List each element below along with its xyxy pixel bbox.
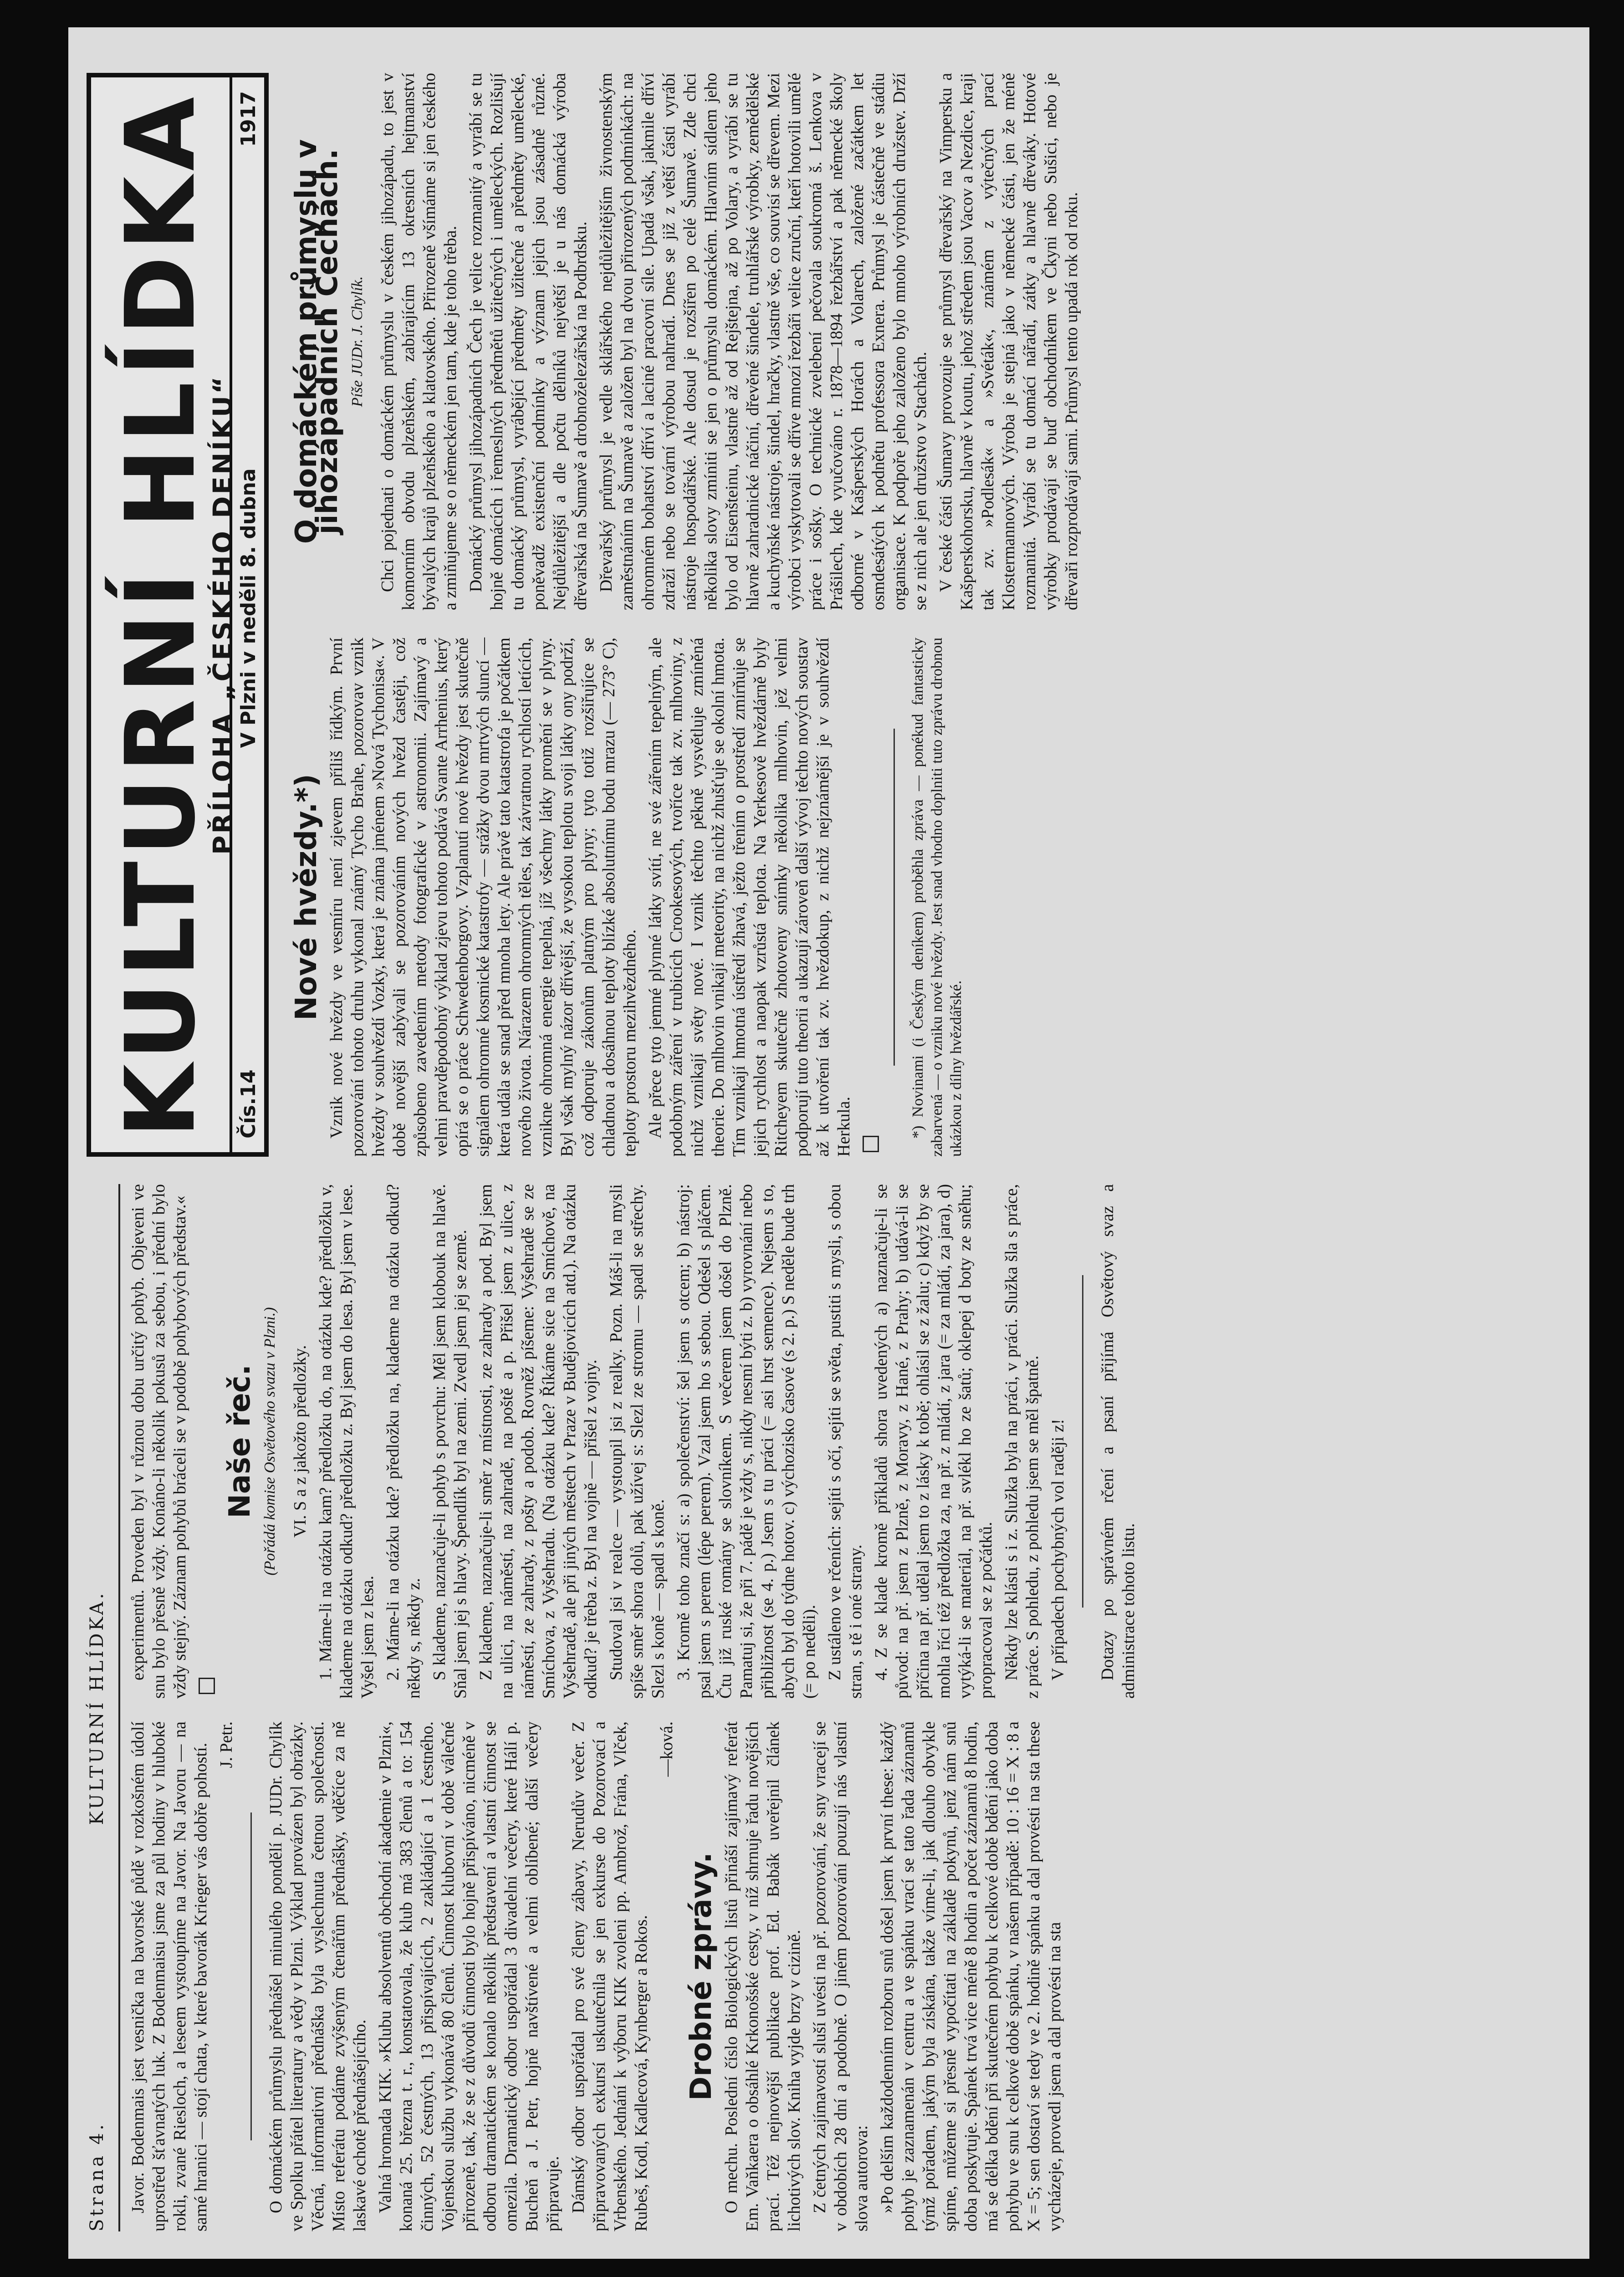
nase-rec-p10: V případech pochybných vol raději z!	[1048, 1419, 1067, 1680]
domacky-prumysl-byline: Píše JUDr. J. Chylík.	[349, 276, 366, 407]
nase-rec-title: Naše řeč.	[223, 1364, 257, 1518]
javor-signature: J. Petr.	[217, 1721, 236, 1768]
news-signature: —ková.	[657, 1721, 676, 1777]
nase-rec-p4: Z klademe, naznačuje-li směr z místnosti, ze zahrady a pod. Byl jsem na ulici, na náměstí, na zahradě, na poště a p. Přišel jsem z ulice, z náměstí, ze zahrady, z pošty a podob. Rovněž píšeme: Vyšehradě se ze Smíchova, z Vyšehradu. (Na otázku kde? Říkáme sice na Smíchově, na Vyšehradě, ale při jiných městech v Praze v Budějovicích atd.). Na otázku odkud? je třeba z. Byl na vojně — přišel z vojny.	[476, 1184, 600, 1699]
divider	[894, 729, 895, 1066]
column-3	[282, 638, 970, 1157]
domacky-prumysl-p2: Domácký průmysl jihozápadních Čech je velice rozmanitý a vyrábí se tu hojně domácích i řemeslných předmětů užitečných i uměleckých. Rozlišují tu domácký průmysl, vyrábějící předměty užitečné a předměty umělecké, poněvadž existenční podmínky a význam jejich jsou zásadně různé. Nejdůležitější a dle počtu dělníků největší je u nás domácká výroba dřevařská na Šumavě a drobnoželezářská na Podbrdsku.	[466, 73, 590, 610]
end-mark-icon	[863, 1136, 879, 1152]
divider	[250, 1812, 252, 2140]
nase-rec-p8: 4. Z se klade kromě příkladů shora uvedených a) naznačuje-li se původ: na př. jsem z Plzně, z Moravy, z Hané, z Prahy; b) udává-li se příčina na př. udělal jsem to z lásky k tobě; ohlásil se z žalu; c) když by se mohla říci též předložka za, na př. z mládí, z jara (= za mládí, za jara), d) vytýká-li se materiál, na př. svlékl ho ze šatů; oklepej d boty ze sněhu; propracoval se z počátků.	[872, 1184, 996, 1699]
nove-hvezdy-footnote: *) Novinami (i Českým deníkem) proběhla zpráva — ponékud fantasticky zabarvená — o vzniku nové hvězdy. Jest snad vhodno doplniti tuto zprávu drobnou ukázkou z dílny hvězdářské.	[909, 638, 965, 1157]
nove-hvezdy-title: Nové hvězdy.*)	[290, 774, 323, 1021]
masthead-bar	[230, 77, 264, 1152]
nase-rec-p5: Studoval jsi v realce — vystoupil jsi z realky. Pozn. Máš-li na mysli spíše směr shora dolů, pak užívej s: Slezl ze stromu — spadl se střechy. Slezl s koně — spadl s koně.	[607, 1184, 668, 1699]
masthead	[87, 73, 269, 1157]
column-1	[128, 1721, 1070, 2231]
domacky-prumysl-p1: Chci pojednati o domáckém průmyslu v českém jihozápadu, to jest v komorním obvodu plzeňském, zabírajícím 13 okresních hejtmanství bývalých krajů plzeňského a klatovského. Přirozeně všímáme si jen českého a zmiňujeme se o německém jen tam, kde je toho třeba.	[378, 73, 460, 610]
running-title: KULTURNÍ HLÍDKA.	[87, 1590, 107, 1825]
nase-rec-p7: Z ustáleno ve rčeních: sejíti s očí, sejíti se světa, pustiti s mysli, s obou stran, s tě i oné strany.	[825, 1184, 865, 1699]
masthead-subtitle: PŘÍLOHA „ČESKÉHO DENÍKU“	[207, 374, 238, 855]
nove-hvezdy-p1: Vznik nové hvězdy ve vesmíru není zjevem příliš řídkým. První pozorování tohoto druhu vykonal známý Tycho Brahe, pozorovav vznik hvězdy v souhvězdí Vozky, která je známa jménem »Nová Tychonisa«. V době novější zabývali se pozorováním nových hvězd častěji, což způsobeno zavedením metody fotografické v astronomii. Zajímavý a velmi pravděpodobný výklad zjevu tohoto podává Svante Arrhenius, který opírá se o práce Schwedenborgovy. Vzplanutí nové hvězdy jest skutečně signálem ohromné kosmické katastrofy — srážky dvou mrtvých sluncí — která udála se snad před mnoha lety. Ale právě tato katastrofa je počátkem nového života. Nárazem ohromných těles, tak závratnou rychlostí letících, vznikne ohromná energie tepelná, jíž všechny látky promění se v plyny. Byl však mylný názor dřívější, že vysokou teplotu svoji látky ony podrží, což odporuje zákonům platným pro plyny; tyto totiž rozšiřujíce se chladnou a dosáhnou teploty blízké absolutnímu bodu mrazu (— 273° C), teploty prostoru mezihvězdného.	[327, 638, 639, 1157]
news-domacky-prumysl: O domáckém průmyslu přednášel minulého pondělí p. JUDr. Chylík ve Spolku přátel literatury a vědy v Plzni. Výklad provázen byl obrázky. Věcná, informativní přednáška byla vyslechnuta četnou společností. Místo referátu podáme zvýšeným čtenářům přednášky, vděčíce za ně laskavé ochotě přednášejícího.	[266, 1721, 369, 2231]
running-head	[87, 1184, 120, 2231]
end-mark-icon	[199, 1678, 215, 1694]
domacky-prumysl-p3: Dřevařský průmysl je vedle sklářského nejdůležitějším živnostenským zaměstnáním na Šumavě a založen byl na dvou přirozených podmínkách: na ohromném bohatství dříví a laciné pracovní síle. Upadá však, jakmile dříví zdraží nebo se tovární výrobou nahradí. Dnes se již z větší části vyrábí nástroje hospodářské. Ale dosud je rozšířen po celé Šumavě. Zde chci několika slovy zmíniti se jen o průmyslu domáckém. Hlavním sídlem jeho bylo od Eisenšteinu, vlastně až od Rejštejna, až po Volary, a vyrábí se tu hlavně zahradnické náčiní, dřevěné šindele, truhlářské výrobky, zemědělské a kuchyňské nástroje, šindel, hračky, vlastně vše, co souvisí se dřevem. Mezi výrobci vyskytovali se dříve mnozí řezbáři velice zruční, kteří hotovili umělé práce i sošky. O technické zvelebení pečovala soukromá š. Lenkova v Prášilech, kde vyučováno r. 1878—1894 řezbářství a pak německé školy odborné v Kašperských Horách a Volarech, založené začátkem let osmdesátých k podnětu professora Exnera. Průmysl je částečně ve stádiu organisace. K podpoře jeho založeno bylo mnoho výrobních družstev. Drží se z nich ale jen družstvo v Stachách.	[597, 73, 930, 610]
javor-paragraph: Javor. Bodenmais jest vesnička na bavorské půdě v rozkošném údolí uprostřed šťavnatých luk. Z Bodenmaisu jsme za půl hodiny v hluboké rokli, zvané Riesloch, a leseem vystoupíme na Javor. Na Javoru — na samé hranici — stojí chata, v které bavorák Krieger vás dobře pohostí.	[128, 1721, 210, 2231]
rotated-page	[68, 27, 1589, 2259]
column-4	[282, 73, 1087, 610]
drobne-zpravy-title: Drobné zprávy.	[684, 1852, 718, 2101]
nase-rec-footer: Dotazy po správném rčení a psaní přijímá Osvětový svaz a administrace tohoto listu.	[1098, 1184, 1138, 1699]
column-2	[128, 1184, 1144, 1699]
domacky-prumysl-p4: V české části Šumavy provozuje se průmysl dřevařský na Vimpersku a Kašperskohorsku, hlavně v koutu, jehož středem jsou Vacov a Nezdice, kraji tak zv. »Podlesák« a »Svéták«, známém z výtečných prací Klostermannových. Výroba je stejná jako v německé části, jen že méně rozmanitá. Vyrábí se tu domácí nářadí, zátky a hlavně dřeváky. Hotové výrobky prodávají se buď obchodníkem ve Čkyni nebo Sušici, nebo je dřevaři rozprodávají sami. Průmysl tento upadá rok od roku.	[936, 73, 1081, 610]
news-damsky-odbor: Dámský odbor uspořádal pro své členy zábavy, Nerudův večer. Z připravovaných exkursí uskutečnila se jen exkurse do Pozorovací a Vrbenského. Jednání k výboru KIK zvoleni pp. Ambrož, Frána, Vlček, Rubeš, Kodl, Kadlecová, Kynberger a Rokos.	[569, 1721, 651, 2231]
nase-rec-p9: Někdy lze klásti s i z. Služka byla na práci, v práci. Služka šla s práce, z práce. S pohledu, z pohledu jsem se měl špatně.	[1002, 1184, 1042, 1699]
nase-rec-p2: 2. Máme-li na otázku kde? předložku na, klademe na otázku odkud? někdy s, někdy z.	[383, 1184, 424, 1699]
issue-date: V Plzni v neděli 8. dubna	[236, 468, 260, 748]
drobne-paragraph-1: O mechu. Poslední číslo Biologických listů přináší zajímavý referát Em. Vaňkaera o obsáhlé Krkonošské cesty, v níž shrnuje řadu novějších prací. Též nejnovější publikace prof. Ed. Babák uveřejnil článek lichotivých slov. Kniha vyjde brzy v cizině.	[722, 1721, 804, 2231]
newspaper-sheet	[68, 27, 1589, 2259]
nase-rec-p6: 3. Kromě toho značí s: a) společenství: šel jsem s otcem; b) nástroj: psal jsem s perem (lépe perem). Vzal jsem ho s sebou. Odešel s pláčem. Čtu již ruské romány se slovníkem. S večerem jsem došel do Plzně. Pamatuj si, že při 7. pádě je vždy s, nikdy nesmí býti z. b) vyrovnání nebo přibližnost (se 4. p.) Jsem s tu práci (= asi hrst semence). Nejsem s to, abych byl do týdne hotov. c) výchozisko časové (s 2. p.) S neděle bude trh (= po neděli).	[674, 1184, 819, 1699]
domacky-prumysl-title: O domáckém průmyslu v jihozápadních Čechách.	[290, 139, 344, 544]
masthead-title: KULTURNÍ HLÍDKA	[105, 91, 216, 1138]
issue-year: 1917	[236, 91, 260, 147]
divider	[1082, 1275, 1083, 1608]
nase-rec-p1: 1. Máme-li na otázku kam? předložku do, na otázku kde? předložku v, klademe na otázku odkud? předložku z. Byl jsem do lesa. Byl jsem v lese. Vyšel jsem z lesa.	[316, 1184, 377, 1699]
nase-rec-heading: VI. S a z jakožto předložky.	[291, 1345, 310, 1538]
drobne-paragraph-2: Z četných zajímavostí sluší uvésti na př. pozorování, že sny vracejí se v obdobích 28 dní a podobně. O jiném pozorování pouzují nás vlastní slova autorova:	[810, 1721, 871, 2231]
nase-rec-subtitle: (Pořádá komise Osvětového svazu v Plzni.)	[261, 1307, 278, 1576]
experiment-paragraph: experimentů. Proveden byl v různou dobu určitý pohyb. Objeveni ve snu bylo přesně vždy. Konáno-li několik pokusů za sebou, i přední bylo vždy stejný. Záznam pohybů bráceli se v podobě pohybových představ.«	[128, 1184, 189, 1699]
drobne-paragraph-3: »Po delším každodenním rozboru snů došel jsem k první these: každý pohyb je zaznamenán v centru a ve spánku vrací se tato řada záznamů týmž pořadem, jakým byla získána, takže víme-li, jak dlouho obvykle spíme, můžeme si přesně vypočítati na základě pokynů, jenž nám snů doba poskytuje. Spánek trvá vice méně 8 hodin a počet záznamů 8 hodin, má se délka bdění při skutečném pohybu k celkové době bdění jako doba pohybu ve snu k celkové době spánku, v našem případě: 10 : 16 = X : 8 a X = 5; sen dostaví se tedy ve 2. hodině spánku a dal provésti na sta these vycházeje, provedl jsem a dal provésti na sta	[878, 1721, 1064, 2231]
issue-number: Čís.14	[236, 1069, 260, 1138]
page-number: Strana 4.	[87, 2122, 107, 2231]
nase-rec-p3: S klademe, naznačuje-li pohyb s povrchu: Měl jsem klobouk na hlavě. Sňal jsem jej s hlavy. Špendlík byl na zemi. Zvedl jsem jej se země.	[430, 1184, 470, 1699]
news-valna-hromada: Valná hromada KIK. »Klubu absolventů obchodní akademie v Plzni«, konaná 25. března t. r., konstatovala, že klub má 383 členů a to: 154 činných, 52 čestných, 13 přispívajících, 2 zakládající a 1 čestného. Vojenskou službu vykonává 80 členů. Činnost klubovní v době válečné přirozeně, tak, že se z důvodů činnosti bylo hojně přispíváno, nicméně v odboru dramatickém se konalo několik představení a vlastní činnost se omezila. Dramatický odbor uspořádal 3 divadelní večery, které Hálí p. Bucheň a J. Petr, hojně navštívené a velmi oblíbené; další večery připravuje.	[376, 1721, 562, 2231]
nove-hvezdy-p2: Ale přece tyto jemné plynné látky svítí, ne své zářením tepelným, ale podobným záření v trubicích Crookesových, tvoříce tak zv. mlhoviny, z nichž vznikají světy nové. I vznik těchto pěkně vysvětluje zmíněná theorie. Do mlhovin vnikají meteority, na nichž zhušťuje se okolní hmota. Tím vznikají hmotná ústředí žhavá, ježto třením o prostředí zmírňuje se jejich rychlost a naopak vzrůstá teplota. Na Yerkesově hvězdárně byly Ritcheyem skutečně zhotoveny snímky několika mlhovin, jež velmi podporují tuto theorii a ukazují zároveň další vývoj těchto nových soustav až k utvoření tak zv. hvězdokup, z nichž nejznámější je v souhvězdí Herkula.	[646, 638, 853, 1157]
